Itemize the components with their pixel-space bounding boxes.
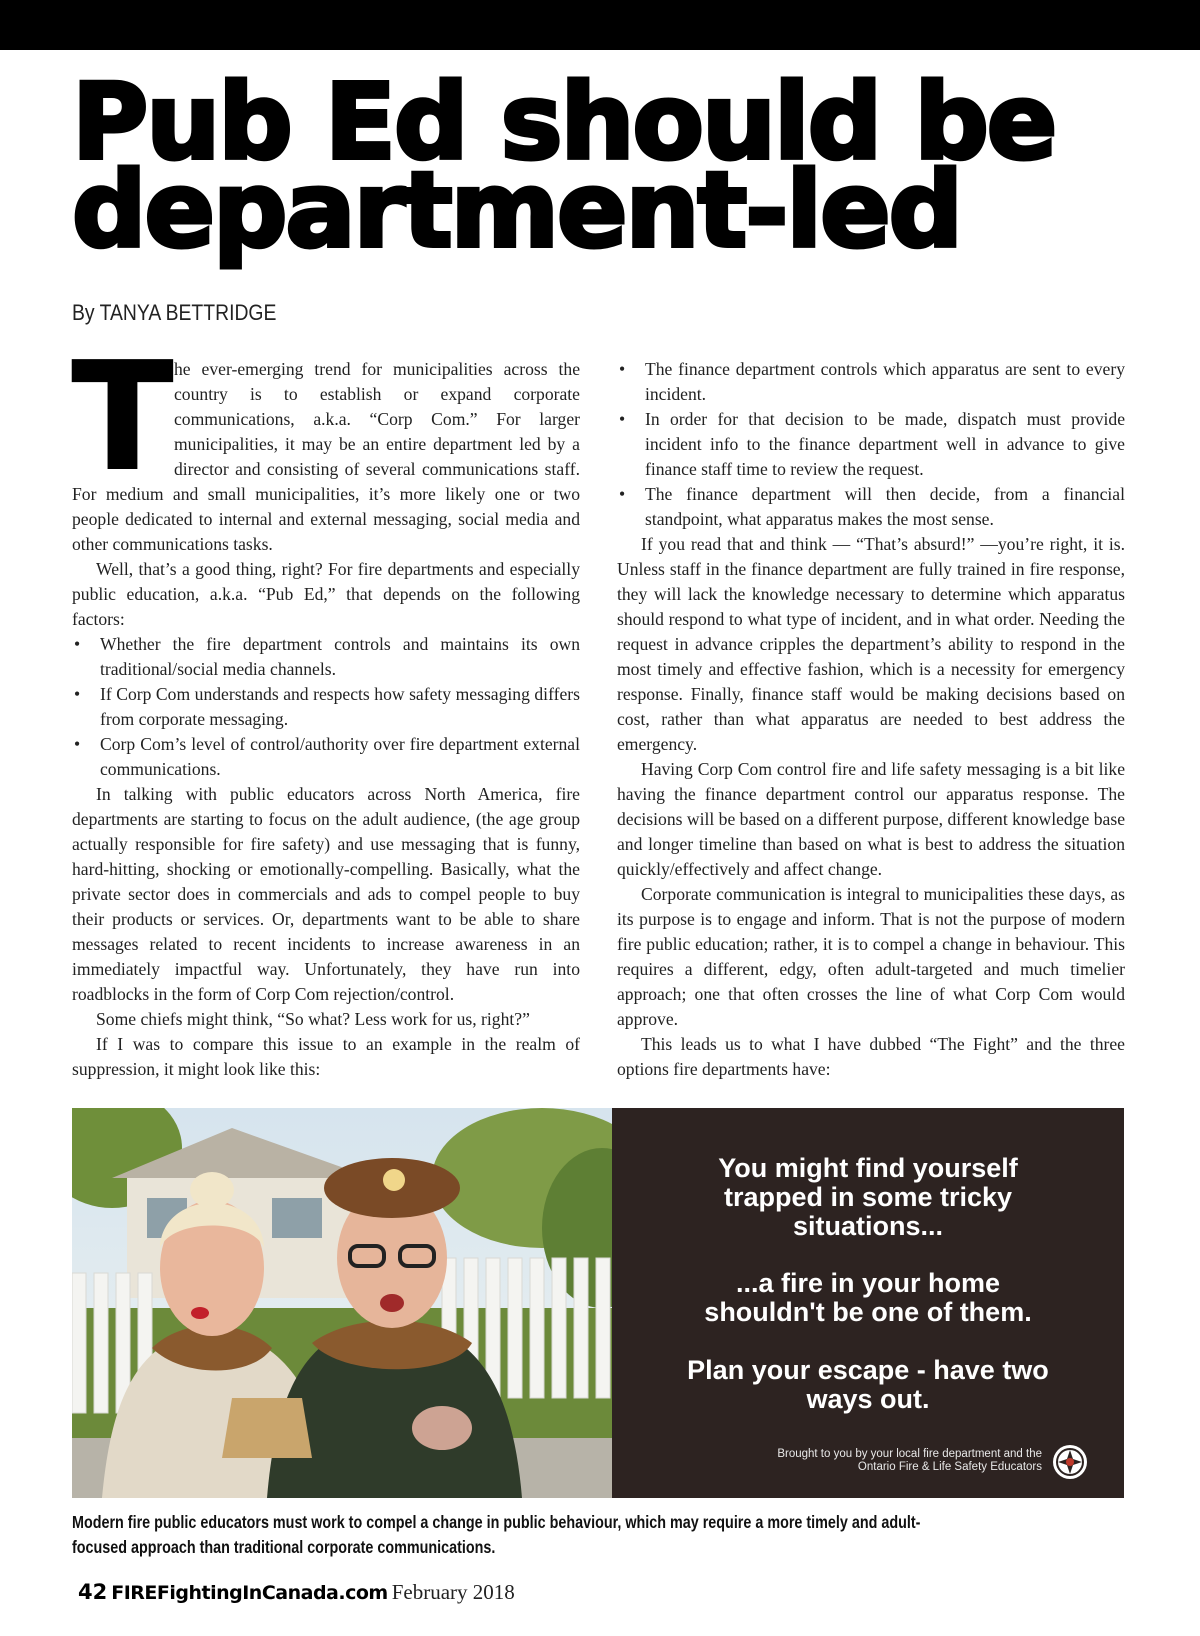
title-line-1: Pub Ed should be [72, 61, 1056, 183]
factor-list [72, 632, 580, 782]
ad-line: ...a fire in your home [735, 1268, 1001, 1298]
ad-line: ways out. [806, 1384, 930, 1414]
paragraph: Some chiefs might think, “So what? Less work for us, right?” [96, 1009, 530, 1029]
site-name: FIREFightingInCanada.com [111, 1582, 388, 1604]
paragraph: Having Corp Com control fire and life safety messaging is a bit like having the finance department control our apparatus response. The decisions will be based on a different purpose, different knowledge base and longer timeline than based on what is best to address the situation quickly/effectively and affect change. [617, 759, 1125, 879]
issue-date: February 2018 [391, 1580, 515, 1604]
right-column [617, 357, 1125, 1082]
ad-photo-two-women [72, 1108, 612, 1498]
title-line-2: department-led [72, 149, 962, 271]
paragraph: Well, that’s a good thing, right? For fire departments and especially public education, a.k.a. “Pub Ed,” that depends on the following factors: [72, 559, 580, 629]
paragraph: If you read that and think — “That’s absurd!” —you’re right, it is. Unless staff in the finance department are fully trained in fire response, they will lack the knowledge necessary to determine which apparatus should respond to what type of incident, and in what order. Needing the request in advance cripples the department’s ability to respond in the most timely and effective fashion, which is a necessity for emergency response. Finally, finance staff would be making decisions based on cost, rather than what apparatus are needed to best address the emergency. [617, 534, 1125, 754]
list-item: • In order for that decision to be made, dispatch must provide incident info to the finance department well in advance to give finance staff time to review the request. [617, 407, 1125, 482]
credit-line: Ontario Fire & Life Safety Educators [857, 1461, 1042, 1473]
page-number: 42 [78, 1580, 108, 1604]
article-title [72, 61, 1172, 271]
list-item: • The finance department will then decide, from a financial standpoint, what apparatus makes the most sense. [617, 482, 1125, 532]
paragraph: In talking with public educators across North America, fire departments are starting to focus on the adult audience, (the age group actually responsible for fire safety) and use messaging that is funny, hard-hitting, shocking or emotionally-compelling. Basically, what the private sector does in commercials and ads to compel people to buy their products or services. Or, departments want to be able to share messages related to recent incidents to increase awareness in an immediately impactful way. Unfortunately, they have run into roadblocks in the form of Corp Com rejection/control. [72, 784, 580, 1004]
list-item: • Whether the fire department controls and maintains its own traditional/social media channels. [72, 632, 580, 682]
ad-line: trapped in some tricky [723, 1182, 1013, 1212]
list-item: • The finance department controls which apparatus are sent to every incident. [617, 357, 1125, 407]
list-item: • If Corp Com understands and respects how safety messaging differs from corporate messaging. [72, 682, 580, 732]
credit-line: Brought to you by your local fire department and the [777, 1448, 1042, 1460]
fire-safety-seal-icon [1052, 1444, 1088, 1480]
ad-credit [712, 1448, 1042, 1474]
ad-headline-block [612, 1154, 1124, 1241]
suppression-example-list [617, 357, 1125, 532]
ad-line: Plan your escape - have two [687, 1355, 1049, 1385]
page-footer [78, 1580, 515, 1605]
ad-message-panel [612, 1108, 1124, 1498]
ad-middle-block [612, 1269, 1124, 1327]
top-black-bar [0, 0, 1200, 50]
paragraph: Corporate communication is integral to municipalities these days, as its purpose is to engage and inform. That is not the purpose of modern fire public education; rather, it is to compel a change in behaviour. This requires a different, edgy, often adult-targeted and much timelier approach; one that often crosses the line of what Corp Com would approve. [617, 884, 1125, 1029]
byline: By TANYA BETTRIDGE [72, 300, 277, 325]
ad-line: shouldn't be one of them. [704, 1297, 1032, 1327]
ad-line: situations... [792, 1211, 944, 1241]
left-column [72, 331, 580, 1082]
paragraph: If I was to compare this issue to an example in the realm of suppression, it might look like this: [72, 1034, 580, 1079]
ad-cta-block [612, 1356, 1124, 1414]
drop-cap: T [72, 331, 173, 503]
list-item: • Corp Com’s level of control/authority over fire department external communications. [72, 732, 580, 782]
paragraph: he ever-emerging trend for municipalities across the country is to establish or expand corporate communications, a.k.a. “Corp Com.” For larger municipalities, it may be an entire department led by a director and consisting of several communications staff. For medium and small municipalities, it’s more likely one or two people dedicated to internal and external messaging, social media and other communications tasks. [72, 359, 580, 554]
ad-line: You might find yourself [718, 1153, 1018, 1183]
photo-caption: Modern fire public educators must work to compel a change in public behaviour, which may require a more timely and adult-focused approach than traditional corporate communications. [72, 1512, 921, 1557]
paragraph: This leads us to what I have dubbed “The Fight” and the three options fire departments have: [617, 1034, 1125, 1079]
